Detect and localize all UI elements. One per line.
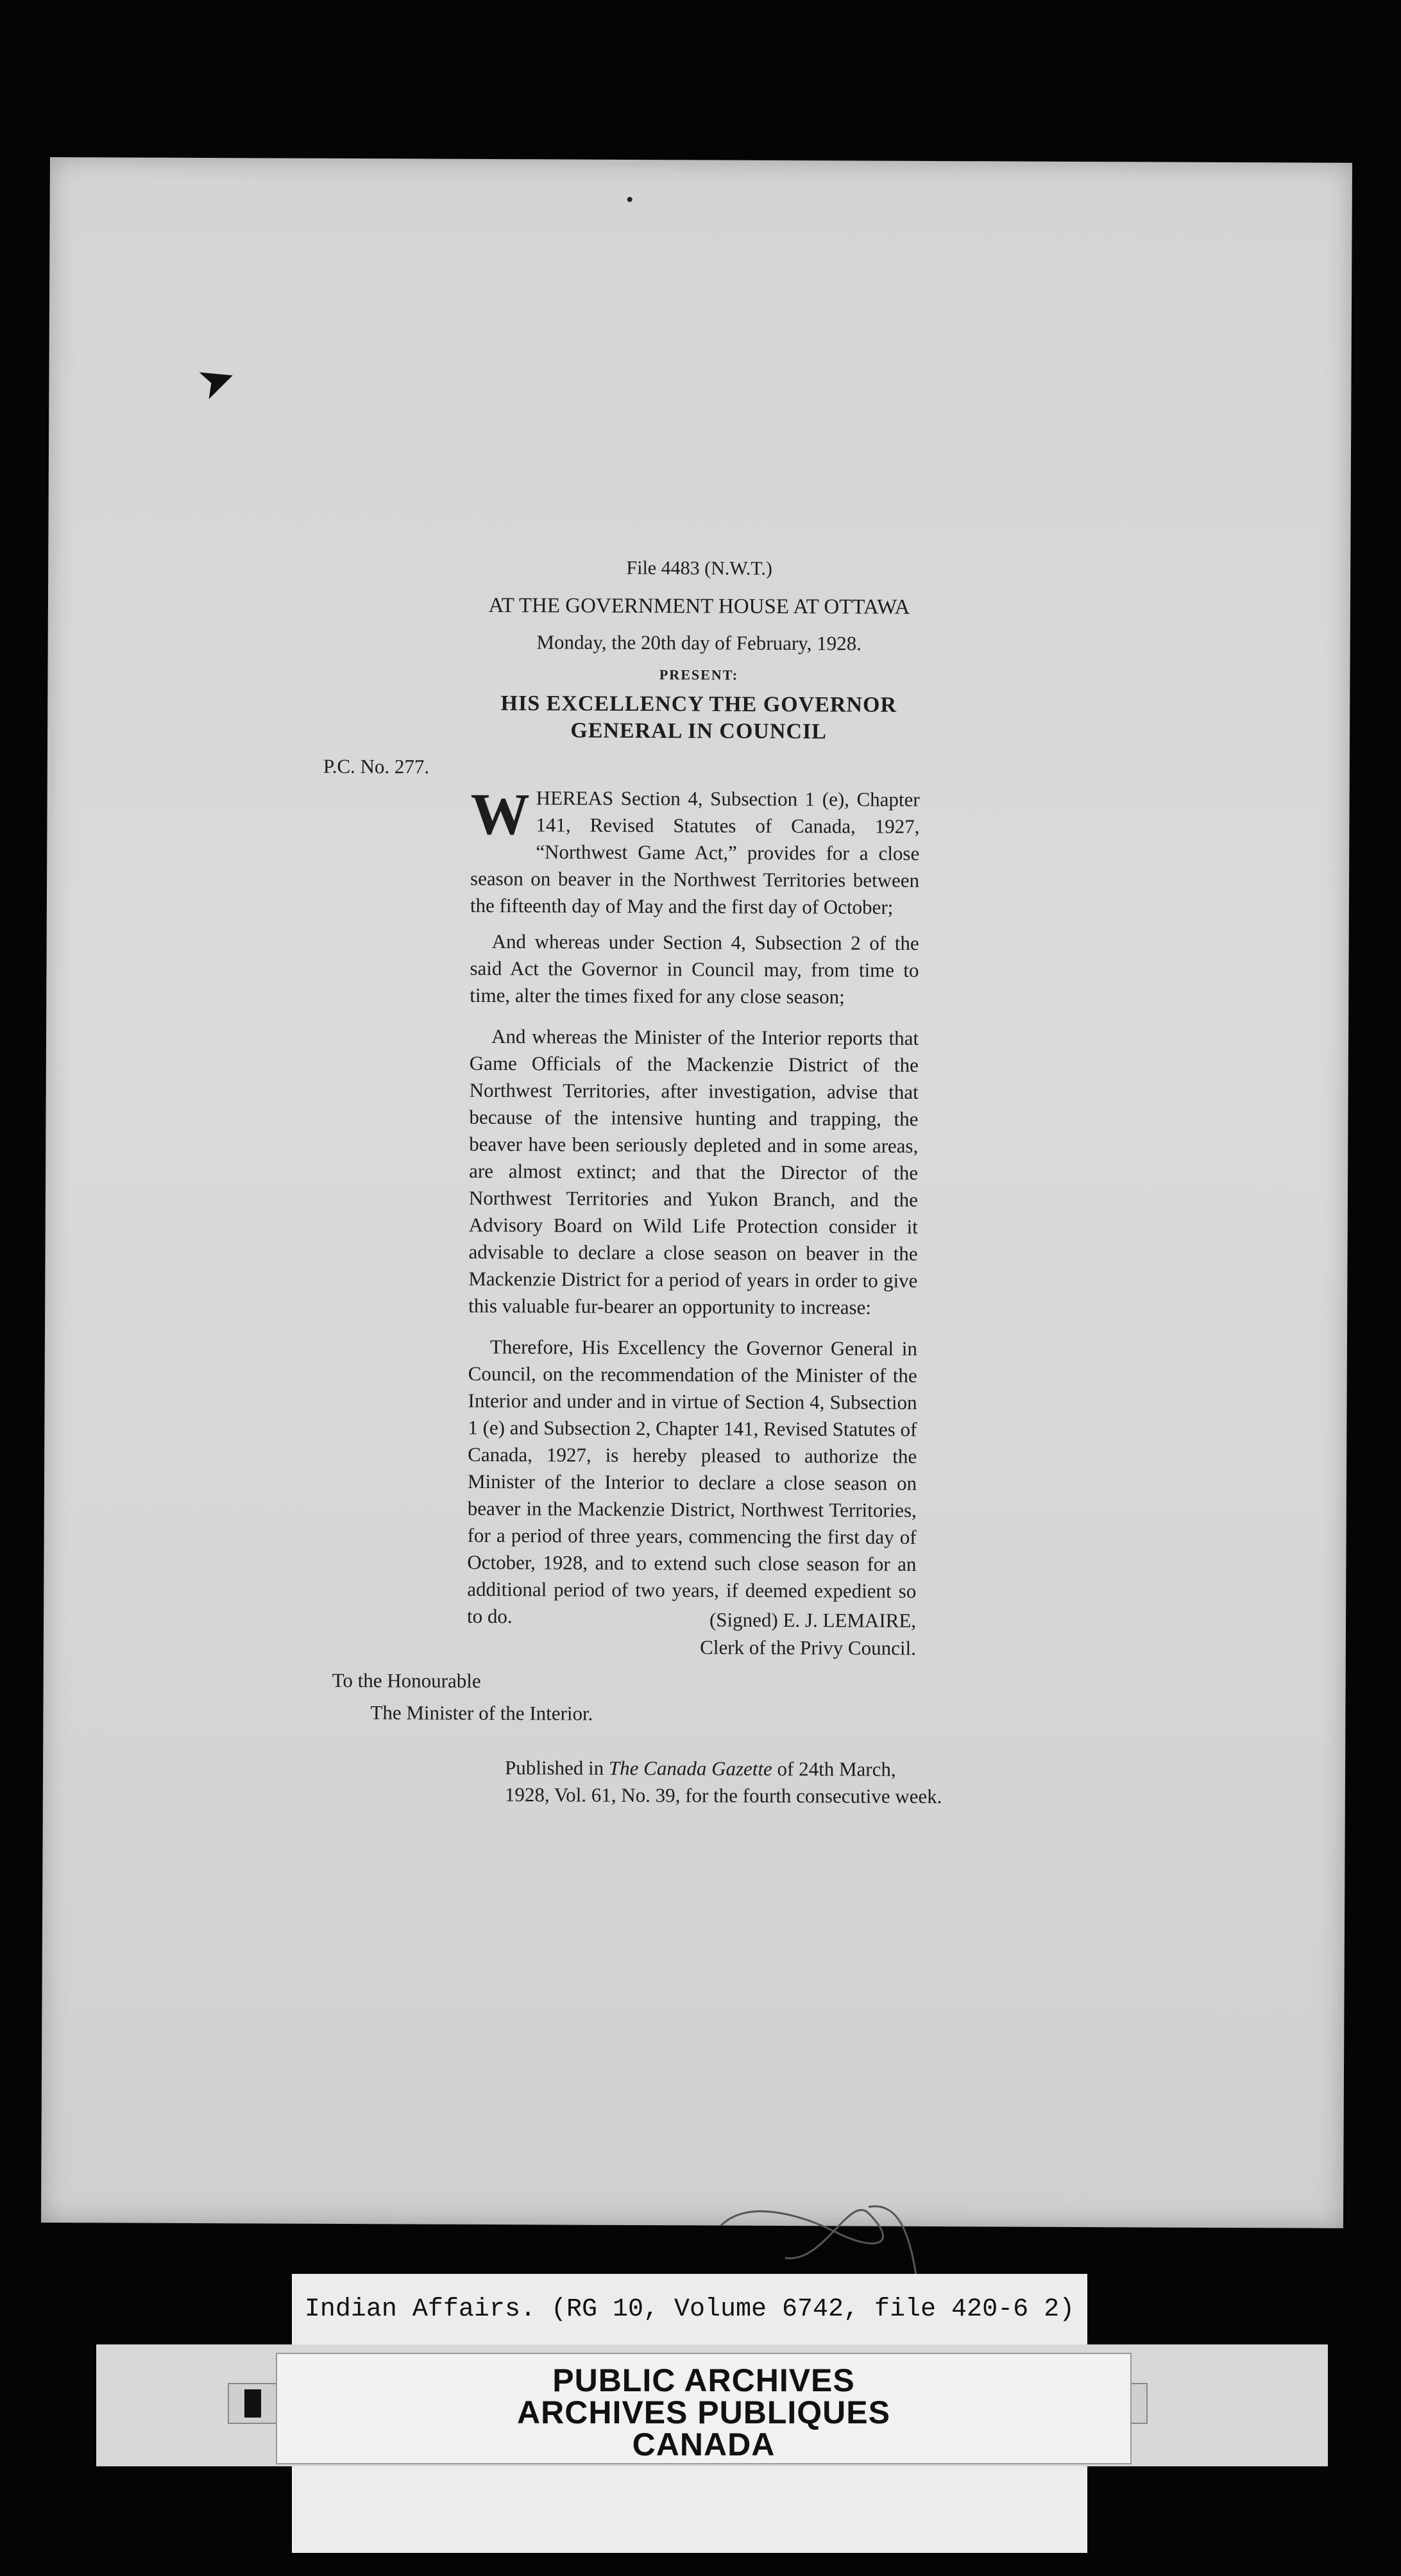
archive-reference: Indian Affairs. (RG 10, Volume 6742, file 420-6 2)	[292, 2274, 1087, 2344]
published-prefix: Published in	[504, 1756, 609, 1779]
clerk-title: Clerk of the Privy Council.	[700, 1636, 916, 1659]
date-line: Monday, the 20th day of February, 1928.	[536, 631, 862, 655]
archive-line-3: CANADA	[632, 2427, 776, 2462]
addressee-line: To the Honourable	[332, 1668, 481, 1692]
archive-label-bottom	[292, 2466, 1087, 2553]
drop-cap: W	[470, 781, 530, 847]
archive-line-1: PUBLIC ARCHIVES	[552, 2362, 855, 2398]
publication-note-line-2: 1928, Vol. 61, No. 39, for the fourth consecutive week.	[504, 1783, 942, 1808]
publication-note-line-1	[505, 1756, 896, 1781]
present-label: PRESENT:	[659, 666, 739, 683]
ink-mark-icon: ➤	[191, 351, 243, 411]
paragraph-whereas	[470, 781, 920, 921]
paragraph-1-text: HEREAS Section 4, Subsection 1 (e), Chapter 141, Revised Statutes of Canada, 1927, “Northwest Game Act,” provides for a close season on beaver in the Northwest Territories between the fifteenth day of May and the first day of October;	[470, 786, 920, 919]
addressee-minister: The Minister of the Interior.	[370, 1701, 593, 1725]
paragraph-4: Therefore, His Excellency the Governor General in Council, on the recommendation of the Minister of the Interior and under and in virtue of Section 4, Subsection 1 (e) and Subsection 2, Chapter 141, Revised Statutes of Canada, 1927, is hereby pleased to authorize the Minister of the Interior to declare a close season on beaver in the Mackenzie District, Northwest Territories, for a period of three years, commencing the first day of October, 1928, and to extend such close season for an additional period of two years, if deemed expedient so to do.	[467, 1335, 917, 1628]
archive-stamp	[276, 2353, 1132, 2464]
signature-line: (Signed) E. J. LEMAIRE,	[709, 1608, 917, 1632]
order-body	[467, 781, 920, 1641]
speck	[627, 197, 633, 202]
archive-line-2: ARCHIVES PUBLIQUES	[517, 2394, 890, 2430]
heading: AT THE GOVERNMENT HOUSE AT OTTAWA	[488, 593, 910, 619]
council-line-1: HIS EXCELLENCY THE GOVERNOR	[500, 691, 897, 717]
council-line-2: GENERAL IN COUNCIL	[570, 718, 827, 744]
paragraph-2: And whereas under Section 4, Subsection 2 of the said Act the Governor in Council may, from time to time, alter the times fixed for any close season;	[470, 930, 919, 1008]
file-reference: File 4483 (N.W.T.)	[626, 557, 773, 579]
published-rest: of 24th March,	[772, 1757, 896, 1781]
paragraph-3: And whereas the Minister of the Interior reports that Game Officials of the Mackenzie District of the Northwest Territories, after investigation, advise that because of the intensive hunting and trapping, the beaver have been seriously depleted and in some areas, are almost extinct; and that the Director of the Northwest Territories and Yukon Branch, and the Advisory Board on Wild Life Protection consider it advisable to declare a close season on beaver in the Mackenzie District for a period of years in order to give this valuable fur-bearer an opportunity to increase:	[468, 1025, 919, 1319]
clip-left	[228, 2383, 278, 2424]
document-page	[41, 157, 1352, 2228]
pc-number: P.C. No. 277.	[323, 754, 430, 778]
gazette-title: The Canada Gazette	[608, 1756, 772, 1780]
